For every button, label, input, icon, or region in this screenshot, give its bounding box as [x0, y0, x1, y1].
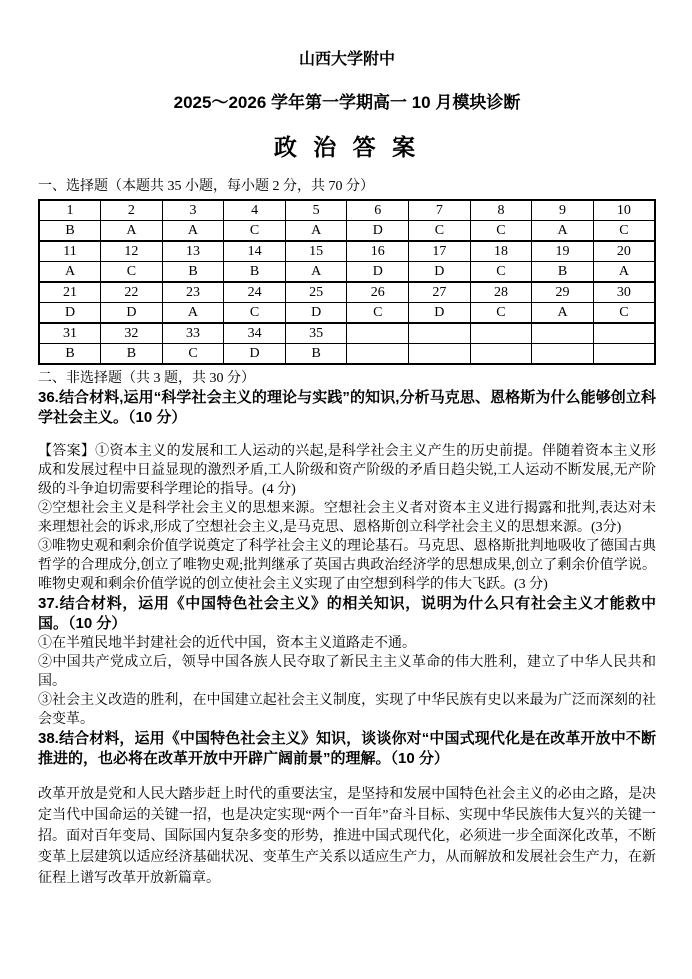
answer-letter-cell	[593, 344, 655, 365]
question-number-cell: 18	[470, 241, 532, 262]
answer-letter-cell: C	[593, 303, 655, 324]
answer-letter-cell: D	[409, 262, 471, 283]
answer-point: ③社会主义改造的胜利，在中国建立起社会主义制度，实现了中华民族有史以来最为广泛而深刻的社会变革。	[38, 693, 656, 727]
answer-table	[38, 199, 656, 365]
answer-table-body	[39, 200, 655, 364]
answer-letter-row	[39, 221, 655, 242]
question-37-answer	[38, 634, 656, 729]
answer-paragraph: 【答案】①资本主义的发展和工人运动的兴起,是科学社会主义产生的历史前提。伴随着资本主义形成和发展过程中日益显现的激烈矛盾,工人阶级和资产阶级的矛盾日趋尖锐,工人运动不断发展,无产阶级的斗争迫切需要科学理论的指导。(4 分)	[38, 444, 656, 497]
answer-letter-cell: D	[409, 303, 471, 324]
school-name: 山西大学附中	[298, 51, 395, 68]
question-number-cell	[347, 323, 409, 344]
answer-letter-row	[39, 262, 655, 283]
answer-point: ①在半殖民地半封建社会的近代中国，资本主义道路走不通。	[38, 636, 416, 651]
answer-letter-cell: A	[532, 303, 594, 324]
answer-letter-cell	[409, 344, 471, 365]
answer-letter-cell: B	[39, 221, 101, 242]
answer-paragraph: ②空想社会主义是科学社会主义的思想来源。空想社会主义者对资本主义进行揭露和批判,表达对未来理想社会的诉求,形成了空想社会主义,是马克思、恩格斯创立科学社会主义的思想来源。(3分)	[38, 501, 656, 535]
answer-letter-cell: C	[470, 221, 532, 242]
answer-letter-cell: A	[532, 221, 594, 242]
question-36-heading: 36.结合材料,运用“科学社会主义的理论与实践”的知识,分析马克思、恩格斯为什么能够创立科学社会主义。（10 分）	[38, 389, 656, 426]
answer-letter-cell: B	[101, 344, 163, 365]
answer-point: ②中国共产党成立后，领导中国各族人民夺取了新民主主义革命的伟大胜利，建立了中华人民共和国。	[38, 655, 656, 689]
question-number-row	[39, 200, 655, 221]
answer-letter-cell	[532, 344, 594, 365]
question-number-cell: 28	[470, 282, 532, 303]
answer-letter-cell: A	[285, 221, 347, 242]
question-number-cell: 24	[224, 282, 286, 303]
question-number-cell	[532, 323, 594, 344]
question-number-cell	[470, 323, 532, 344]
answer-letter-cell: A	[593, 262, 655, 283]
question-37-heading: 37.结合材料，运用《中国特色社会主义》的相关知识，说明为什么只有社会主义才能救中国。（10 分）	[38, 595, 656, 632]
answer-letter-cell: A	[39, 262, 101, 283]
question-number-cell: 29	[532, 282, 594, 303]
answer-letter-cell: C	[470, 262, 532, 283]
answer-letter-cell: B	[224, 262, 286, 283]
answer-letter-cell: A	[101, 221, 163, 242]
question-number-cell: 35	[285, 323, 347, 344]
question-number-cell: 26	[347, 282, 409, 303]
question-38-heading: 38.结合材料，运用《中国特色社会主义》知识，谈谈你对“中国式现代化是在改革开放中不断推进的，也必将在改革开放中开辟广阔前景”的理解。（10 分）	[38, 730, 656, 767]
answer-letter-row	[39, 344, 655, 365]
answer-letter-cell: C	[593, 221, 655, 242]
answer-letter-cell: C	[347, 303, 409, 324]
question-number-cell	[409, 323, 471, 344]
question-number-cell: 31	[39, 323, 101, 344]
question-number-cell: 5	[285, 200, 347, 221]
question-number-cell: 30	[593, 282, 655, 303]
question-36-answer	[38, 442, 656, 594]
section-2-nonchoice-label: 二、非选择题（共 3 题，共 30 分）	[38, 371, 255, 386]
question-number-cell: 16	[347, 241, 409, 262]
subject-answer-title: 政 治 答 案	[273, 134, 421, 160]
question-number-cell: 25	[285, 282, 347, 303]
question-number-cell: 11	[39, 241, 101, 262]
question-number-cell: 10	[593, 200, 655, 221]
answer-letter-cell: C	[101, 262, 163, 283]
answer-letter-cell: C	[224, 303, 286, 324]
answer-letter-cell: C	[470, 303, 532, 324]
answer-letter-cell: C	[409, 221, 471, 242]
question-number-cell: 20	[593, 241, 655, 262]
answer-letter-cell	[347, 344, 409, 365]
question-number-cell: 22	[101, 282, 163, 303]
question-number-cell: 8	[470, 200, 532, 221]
question-number-cell: 2	[101, 200, 163, 221]
answer-letter-cell: D	[285, 303, 347, 324]
question-number-cell: 15	[285, 241, 347, 262]
answer-paragraph: ③唯物史观和剩余价值学说奠定了科学社会主义的理论基石。马克思、恩格斯批判地吸收了德国古典哲学的合理成分,创立了唯物史观;批判继承了英国古典政治经济学的思想成果,创立了剩余价值学说。唯物史观和剩余价值学说的创立使社会主义实现了由空想到科学的伟大飞跃。(3 分)	[38, 539, 656, 592]
answer-letter-cell: D	[39, 303, 101, 324]
answer-letter-cell: C	[224, 221, 286, 242]
question-number-cell: 33	[162, 323, 224, 344]
question-38-answer	[38, 784, 656, 889]
question-number-cell	[593, 323, 655, 344]
answer-letter-cell: A	[285, 262, 347, 283]
question-number-cell: 13	[162, 241, 224, 262]
answer-letter-cell: A	[162, 303, 224, 324]
question-number-cell: 17	[409, 241, 471, 262]
question-number-cell: 19	[532, 241, 594, 262]
answer-letter-cell: D	[224, 344, 286, 365]
question-number-cell: 4	[224, 200, 286, 221]
question-number-cell: 34	[224, 323, 286, 344]
answer-letter-cell: D	[101, 303, 163, 324]
question-number-row	[39, 282, 655, 303]
question-number-cell: 9	[532, 200, 594, 221]
question-number-cell: 7	[409, 200, 471, 221]
question-number-cell: 27	[409, 282, 471, 303]
answer-paragraph: 改革开放是党和人民大踏步赶上时代的重要法宝，是坚持和发展中国特色社会主义的必由之路，是决定当代中国命运的关键一招，也是决定实现“两个一百年”奋斗目标、实现中华民族伟大复兴的关键一招。面对百年变局、国际国内复杂多变的形势，推进中国式现代化，必须进一步全面深化改革，不断变革上层建筑以适应经济基础状况、变革生产关系以适应生产力，从而解放和发展社会生产力，在新征程上谱写改革开放新篇章。	[38, 787, 656, 886]
answer-letter-cell: D	[347, 262, 409, 283]
question-number-cell: 3	[162, 200, 224, 221]
answer-letter-cell: B	[532, 262, 594, 283]
document-header	[38, 50, 656, 160]
question-number-cell: 21	[39, 282, 101, 303]
answer-letter-cell: B	[285, 344, 347, 365]
answer-letter-row	[39, 303, 655, 324]
question-number-cell: 23	[162, 282, 224, 303]
exam-session-title: 2025～2026 学年第一学期高一 10 月模块诊断	[173, 93, 521, 112]
answer-letter-cell	[470, 344, 532, 365]
answer-letter-cell: C	[162, 344, 224, 365]
question-number-cell: 14	[224, 241, 286, 262]
question-number-cell: 6	[347, 200, 409, 221]
answer-letter-cell: B	[39, 344, 101, 365]
question-number-row	[39, 323, 655, 344]
answer-letter-cell: A	[162, 221, 224, 242]
question-number-cell: 12	[101, 241, 163, 262]
section-1-choice-label: 一、选择题（本题共 35 小题，每小题 2 分，共 70 分）	[38, 179, 374, 194]
question-number-cell: 1	[39, 200, 101, 221]
question-number-cell: 32	[101, 323, 163, 344]
question-number-row	[39, 241, 655, 262]
answer-letter-cell: D	[347, 221, 409, 242]
answer-letter-cell: B	[162, 262, 224, 283]
